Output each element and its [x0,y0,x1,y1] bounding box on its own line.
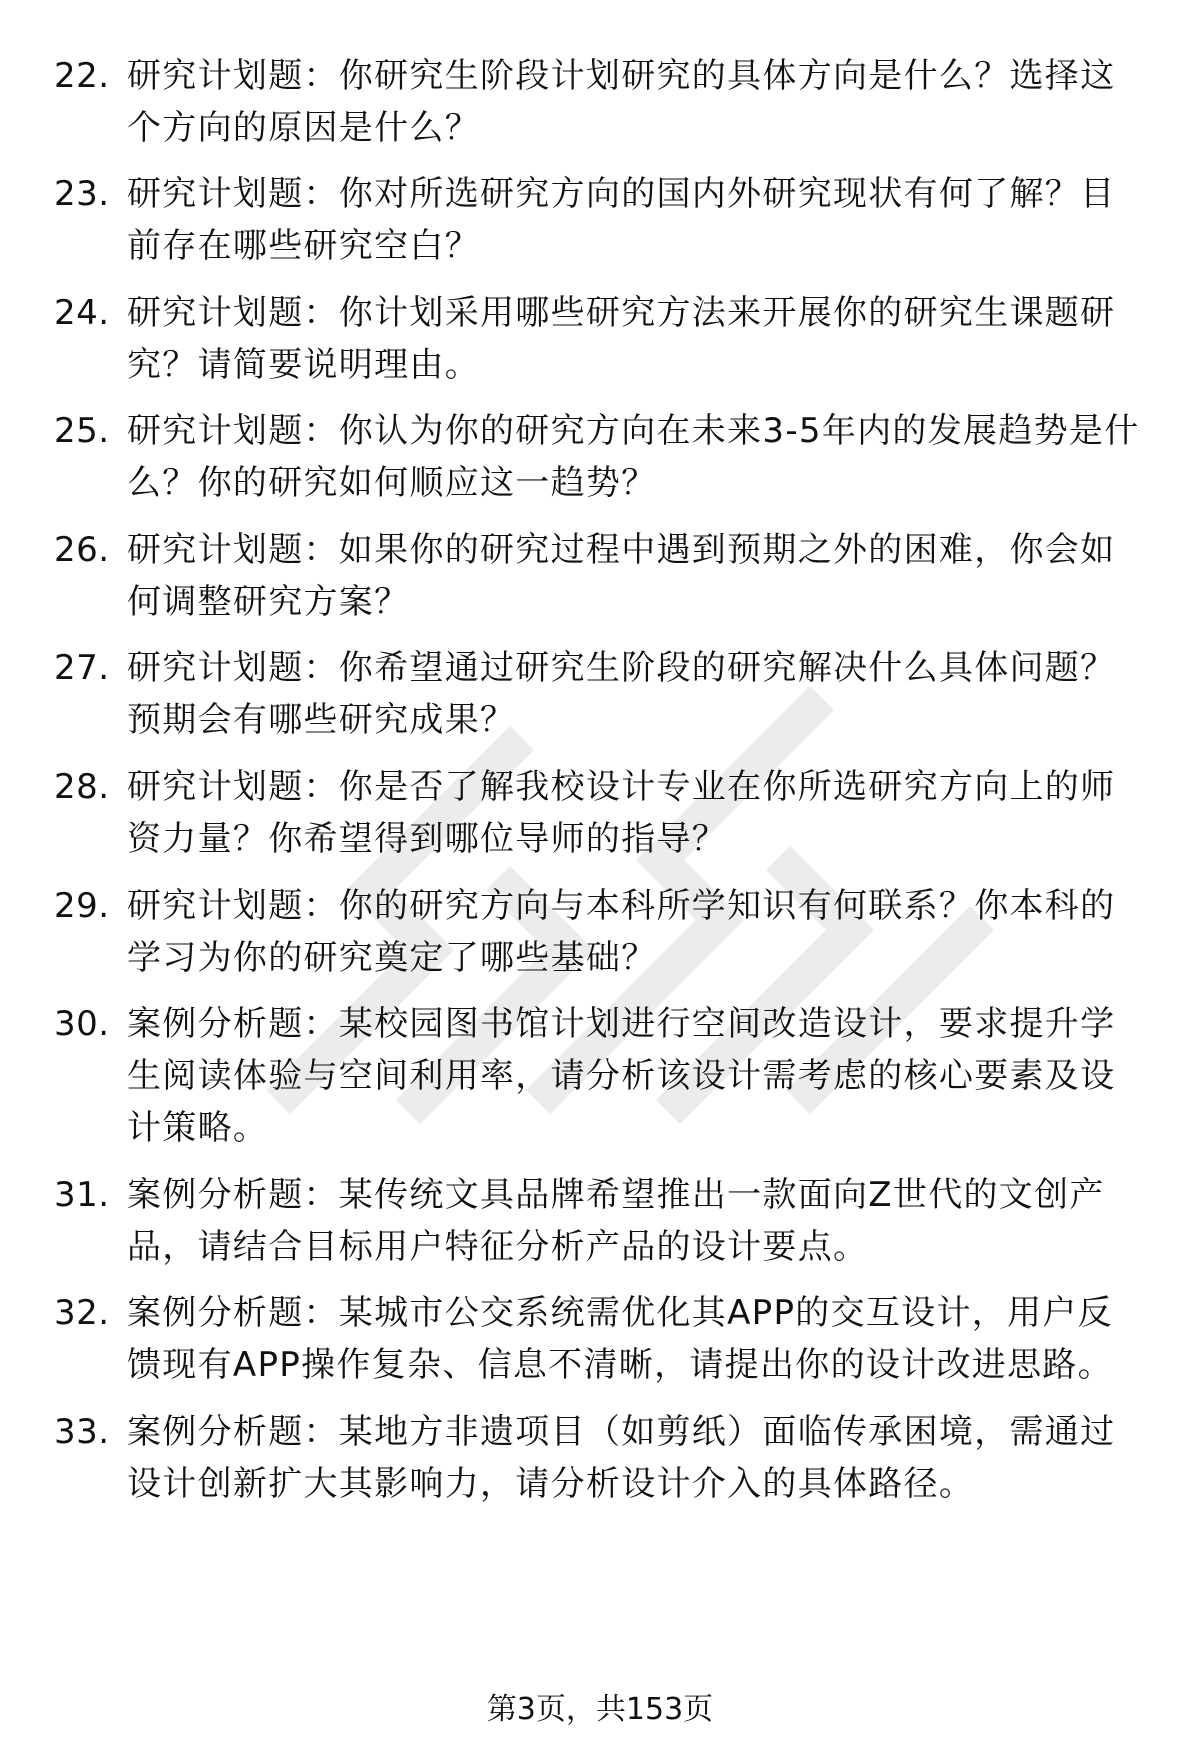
question-text: 研究计划题：你计划采用哪些研究方法来开展你的研究生课题研究？请简要说明理由。 [127,293,1116,385]
question-number: 23. [54,174,110,214]
question-number: 33. [54,1412,110,1452]
question-text: 研究计划题：如果你的研究过程中遇到预期之外的困难，你会如何调整研究方案？ [127,530,1116,622]
question-number: 26. [54,530,110,570]
question-text: 案例分析题：某校园图书馆计划进行空间改造设计，要求提升学生阅读体验与空间利用率，请分析该设计需考虑的核心要素及设计策略。 [127,1004,1116,1148]
question-number: 24. [54,293,110,333]
question-text: 研究计划题：你的研究方向与本科所学知识有何联系？你本科的学习为你的研究奠定了哪些基础？ [127,886,1116,978]
page-number: 第3页，共153页 [486,1692,714,1727]
question-number: 27. [54,648,110,688]
question-text: 研究计划题：你对所选研究方向的国内外研究现状有何了解？目前存在哪些研究空白？ [127,174,1116,266]
question-text: 研究计划题：你是否了解我校设计专业在你所选研究方向上的师资力量？你希望得到哪位导师的指导？ [127,767,1116,859]
question-number: 25. [54,411,110,451]
question-number: 31. [54,1175,110,1215]
question-number: 32. [54,1293,110,1333]
question-number: 22. [54,56,110,96]
question-number: 30. [54,1004,110,1044]
question-text: 研究计划题：你认为你的研究方向在未来3-5年内的发展趋势是什么？你的研究如何顺应这一趋势？ [127,411,1140,503]
question-text: 研究计划题：你研究生阶段计划研究的具体方向是什么？选择这个方向的原因是什么？ [127,56,1116,148]
question-text: 案例分析题：某城市公交系统需优化其APP的交互设计，用户反馈现有APP操作复杂、信息不清晰，请提出你的设计改进思路。 [127,1293,1113,1385]
question-text: 研究计划题：你希望通过研究生阶段的研究解决什么具体问题？预期会有哪些研究成果？ [127,648,1116,740]
question-number: 29. [54,886,110,926]
question-text: 案例分析题：某传统文具品牌希望推出一款面向Z世代的文创产品，请结合目标用户特征分析产品的设计要点。 [127,1175,1105,1267]
question-text: 案例分析题：某地方非遗项目（如剪纸）面临传承困境，需通过设计创新扩大其影响力，请分析设计介入的具体路径。 [127,1412,1116,1504]
question-number: 28. [54,767,110,807]
